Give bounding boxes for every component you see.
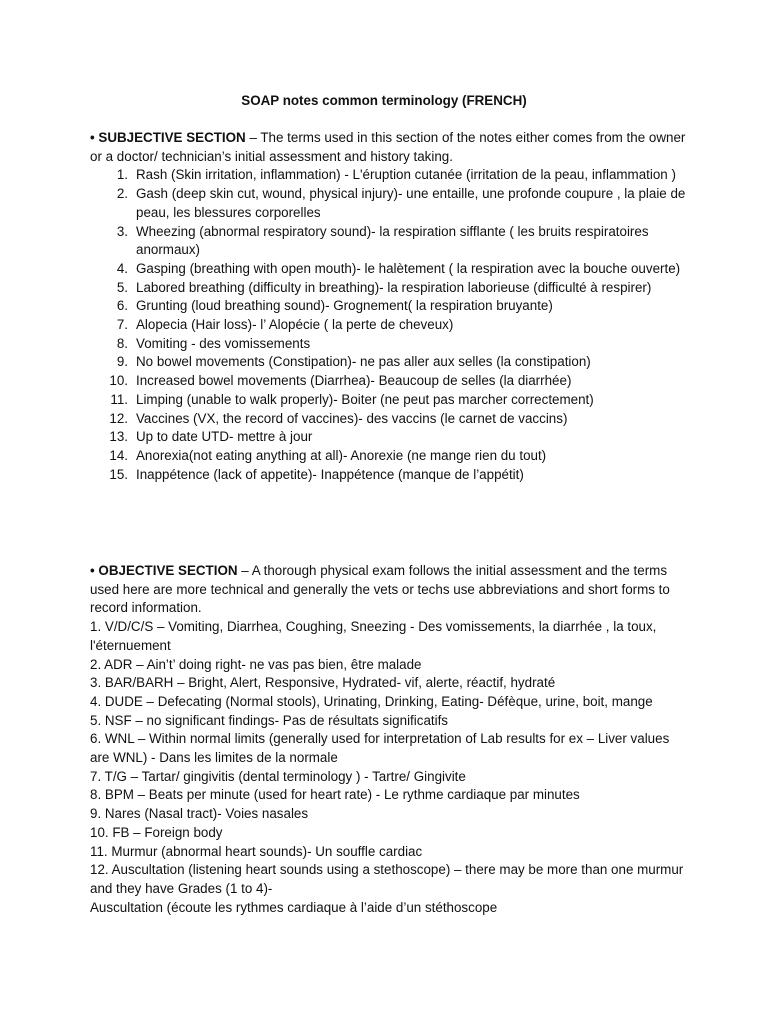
objective-intro — [90, 562, 690, 618]
objective-term: 12. Auscultation (listening heart sounds using a stethoscope) – there may be more than one murmur and they have Grades (1 to 4)- — [90, 862, 684, 896]
objective-intro-text: – A thorough physical exam follows the initial assessment and the terms used here are more technical and generally the vets or techs use abbreviations and short forms to record information. — [90, 563, 670, 616]
objective-term: 1. V/D/C/S – Vomiting, Diarrhea, Coughing, Sneezing - Des vomissements, la diarrhée , la toux, l'éternuement — [90, 619, 657, 653]
item-number: 6. — [116, 298, 128, 314]
item-text: Vaccines (VX, the record of vaccines)- des vaccins (le carnet de vaccins) — [136, 410, 568, 426]
item-number: 13. — [109, 429, 128, 445]
item-text: Gash (deep skin cut, wound, physical injury)- une entaille, une profonde coupure , la plaie de peau, les blessures corporelles — [136, 186, 686, 220]
item-number: 11. — [110, 391, 128, 407]
item-number: 7. — [116, 317, 128, 333]
list-item — [90, 372, 690, 391]
list-item — [90, 166, 690, 185]
item-text: Grunting (loud breathing sound)- Grognement( la respiration bruyante) — [136, 298, 553, 314]
objective-term: 8. BPM – Beats per minute (used for heart rate) - Le rythme cardiaque par minutes — [90, 787, 580, 803]
subjective-heading: • SUBJECTIVE SECTION — [90, 130, 246, 145]
item-text: Inappétence (lack of appetite)- Inappétence (manque de l’appétit) — [136, 466, 524, 482]
objective-term: 5. NSF – no significant findings- Pas de résultats significatifs — [90, 712, 448, 728]
item-text: Labored breathing (difficulty in breathing)- la respiration laborieuse (difficulté à respirer) — [136, 279, 652, 295]
subjective-term-list — [90, 166, 690, 484]
list-item — [90, 410, 690, 429]
item-number: 9. — [116, 354, 128, 370]
item-text: Alopecia (Hair loss)- l’ Alopécie ( la perte de cheveux) — [136, 317, 454, 333]
list-item — [90, 428, 690, 447]
list-item — [90, 185, 690, 222]
item-text: No bowel movements (Constipation)- ne pas aller aux selles (la constipation) — [136, 354, 591, 370]
list-item — [90, 260, 690, 279]
item-text: Wheezing (abnormal respiratory sound)- la respiration sifflante ( les bruits respiratoires anormaux) — [136, 223, 649, 258]
subjective-section — [90, 129, 690, 484]
objective-term: 2. ADR – Ain’t’ doing right- ne vas pas bien, être malade — [90, 656, 422, 672]
item-number: 2. — [116, 186, 128, 202]
item-number: 15. — [109, 466, 128, 482]
item-number: 8. — [116, 335, 128, 351]
item-number: 3. — [116, 223, 128, 239]
item-text: Up to date UTD- mettre à jour — [136, 429, 313, 445]
objective-term: 9. Nares (Nasal tract)- Voies nasales — [90, 806, 309, 822]
list-item — [90, 297, 690, 316]
list-item — [90, 466, 690, 485]
subjective-intro — [90, 129, 690, 166]
document-title: SOAP notes common terminology (FRENCH) — [241, 93, 527, 108]
item-number: 1. — [116, 167, 128, 183]
list-item — [90, 316, 690, 335]
objective-section — [90, 562, 690, 917]
list-item — [90, 279, 690, 298]
item-number: 4. — [116, 260, 128, 276]
list-item — [90, 391, 690, 410]
item-text: Vomiting - des vomissements — [136, 335, 311, 351]
list-item — [90, 223, 690, 260]
objective-term: 3. BAR/BARH – Bright, Alert, Responsive, Hydrated- vif, alerte, réactif, hydraté — [90, 675, 556, 691]
item-text: Rash (Skin irritation, inflammation) - L'éruption cutanée (irritation de la peau, inflammation ) — [136, 167, 676, 183]
item-number: 12. — [109, 410, 128, 426]
item-text: Gasping (breathing with open mouth)- le halètement ( la respiration avec la bouche ouverte) — [136, 260, 681, 276]
objective-term: 4. DUDE – Defecating (Normal stools), Urinating, Drinking, Eating- Défèque, urine, boit, mange — [90, 693, 653, 709]
objective-heading: • OBJECTIVE SECTION — [90, 563, 238, 578]
list-item — [90, 353, 690, 372]
objective-term: 6. WNL – Within normal limits (generally used for interpretation of Lab results for ex – Liver values are WNL) - Dans les limites de la normale — [90, 731, 670, 766]
item-number: 10. — [109, 373, 128, 389]
objective-term: 11. Murmur (abnormal heart sounds)- Un souffle cardiac — [90, 843, 423, 859]
list-item — [90, 447, 690, 466]
objective-term: Auscultation (écoute les rythmes cardiaque à l’aide d’un stéthoscope — [90, 899, 498, 915]
item-text: Limping (unable to walk properly)- Boiter (ne peut pas marcher correctement) — [136, 391, 594, 407]
item-number: 5. — [116, 279, 128, 295]
list-item — [90, 335, 690, 354]
objective-term: 10. FB – Foreign body — [90, 824, 223, 840]
item-text: Anorexia(not eating anything at all)- Anorexie (ne mange rien du tout) — [136, 447, 547, 463]
item-number: 14. — [109, 447, 128, 463]
subjective-intro-text: – The terms used in this section of the notes either comes from the owner or a doctor/ technician’s initial assessment and history taking. — [90, 130, 686, 164]
objective-term: 7. T/G – Tartar/ gingivitis (dental terminology ) - Tartre/ Gingivite — [90, 768, 466, 784]
item-text: Increased bowel movements (Diarrhea)- Beaucoup de selles (la diarrhée) — [136, 373, 572, 389]
